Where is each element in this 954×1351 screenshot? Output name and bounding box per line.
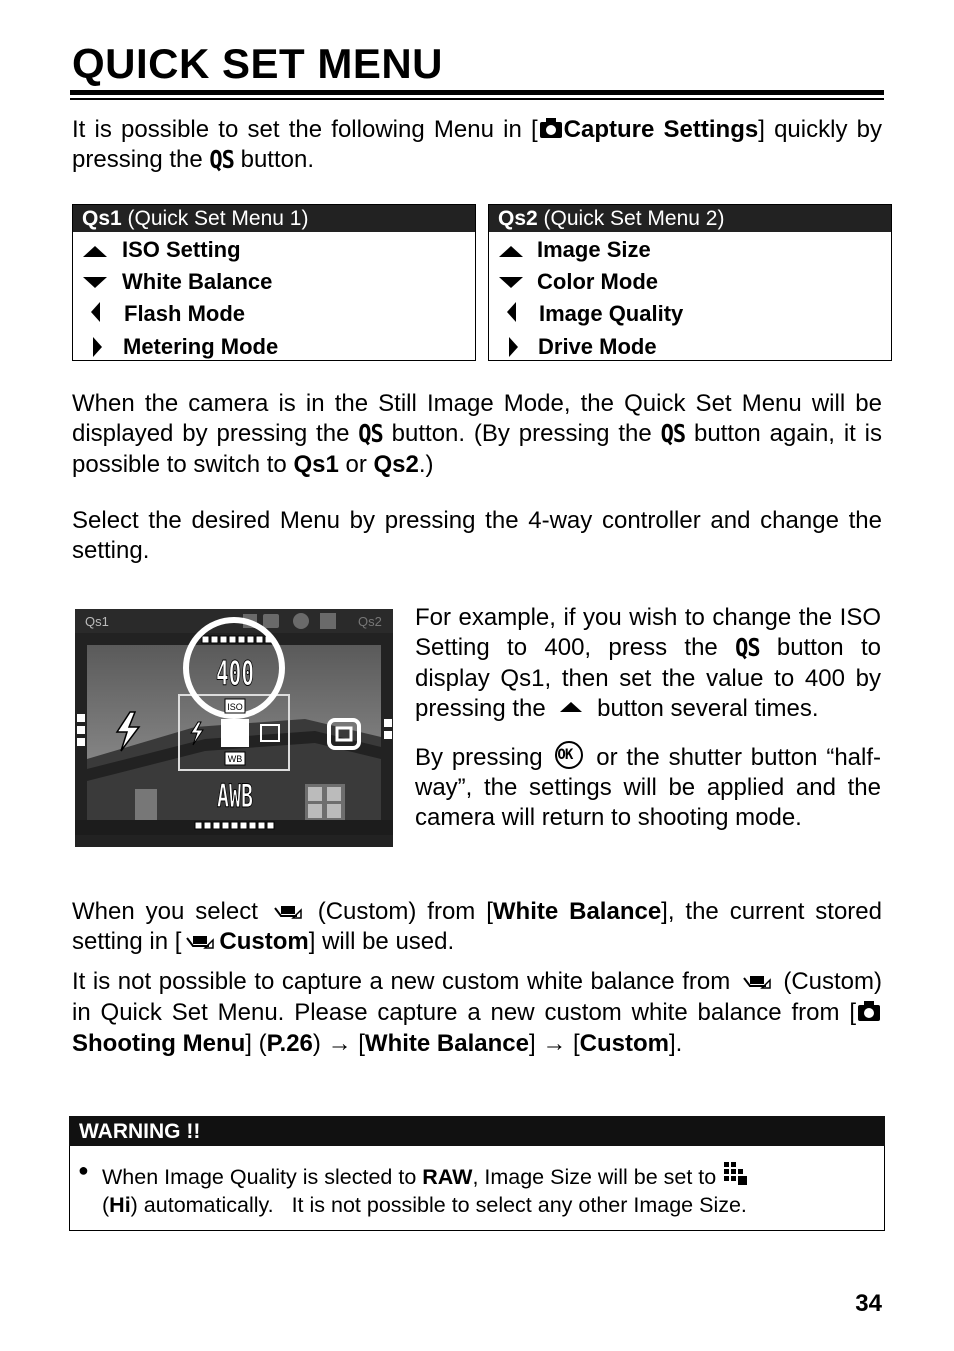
hi-image-size-icon xyxy=(722,1160,748,1186)
qs2-menu-box: Qs2 (Quick Set Menu 2) Image Size Color Mode Image Quality Drive Mode xyxy=(488,204,892,361)
custom-wb-paragraph: When you select (Custom) from [White Balance], the current stored setting in [ Custom] will be used. xyxy=(72,898,882,955)
qs1-tab: Qs1 xyxy=(85,614,109,629)
down-arrow-icon xyxy=(81,266,111,298)
qs1-header: Qs1 (Quick Set Menu 1) xyxy=(73,205,475,232)
title-rule-thick xyxy=(70,90,884,95)
up-arrow-icon xyxy=(497,234,527,266)
qs1-menu-box: Qs1 (Quick Set Menu 1) ISO Setting White Balance Flash Mode Metering Mode xyxy=(72,204,476,361)
custom-wb-icon xyxy=(742,974,772,990)
qs-button-icon: QS xyxy=(660,420,686,449)
qs-button-icon: QS xyxy=(358,420,383,449)
qs2-header: Qs2 (Quick Set Menu 2) xyxy=(489,205,891,232)
ok-button-icon: OK xyxy=(555,741,583,769)
quick-set-paragraph: When the camera is in the Still Image Mode, the Quick Set Menu will be displayed by pressing the QS button. (By pressing the QS button again, it is possible to switch to Qs1 or Qs2.) xyxy=(72,390,883,478)
wb-value: AWB xyxy=(217,777,253,815)
left-arrow-icon xyxy=(497,298,527,330)
select-menu-paragraph: Select the desired Menu by pressing the 4-way controller and change the setting. xyxy=(72,507,882,564)
apply-paragraph: By pressing OK or the shutter button “half-way”, the settings will be applied and the camera will return to shooting mode. xyxy=(415,741,881,833)
qs-button-icon: QS xyxy=(209,146,234,175)
right-arrow-icon xyxy=(497,331,527,363)
qs-button-icon: QS xyxy=(735,634,760,663)
warning-box xyxy=(69,1146,885,1231)
iso-value: 400 xyxy=(216,654,254,694)
bullet-icon: ● xyxy=(78,1160,89,1180)
qs2-tab: Qs2 xyxy=(358,614,382,629)
warning-header: WARNING !! xyxy=(69,1116,885,1146)
page-title: QUICK SET MENU xyxy=(72,40,444,87)
warning-text: When Image Quality is slected to RAW, Image Size will be set to (Hi) automatically. It is not possible to select any other Image Size. xyxy=(102,1160,872,1219)
camera-icon xyxy=(858,1005,880,1021)
left-arrow-icon xyxy=(81,298,111,330)
iso-label: ISO xyxy=(227,702,243,712)
title-rule-thin xyxy=(70,98,884,100)
right-arrow-icon xyxy=(81,331,111,363)
arrow-icon: → xyxy=(542,1030,567,1057)
custom-wb-icon xyxy=(185,934,215,950)
arrow-icon: → xyxy=(327,1030,352,1057)
intro-text-1: It is possible to set the following Menu in [ xyxy=(72,116,538,143)
custom-wb-capture-paragraph: It is not possible to capture a new custom white balance from (Custom) in Quick Set Menu. Please capture a new custom white balance from [ Shooting Menu] (P.26) → [White Balance] → [Custom]. xyxy=(72,968,883,1057)
intro-paragraph xyxy=(72,115,882,176)
camera-icon xyxy=(540,122,562,138)
capture-settings-label: Capture Settings xyxy=(563,116,759,143)
intro-text-3: button. xyxy=(233,146,314,173)
down-arrow-icon xyxy=(497,266,527,298)
camera-screen-image xyxy=(75,609,393,847)
intro-text-2: ] quickly by pressing the xyxy=(72,116,882,173)
wb-label: WB xyxy=(227,754,243,764)
example-paragraph: For example, if you wish to change the ISO Setting to 400, press the QS button to display Qs1, then set the value to 400 by pressing the button several times. xyxy=(415,604,881,722)
up-arrow-icon xyxy=(81,234,111,266)
up-button-icon xyxy=(560,702,582,712)
custom-wb-icon xyxy=(273,904,303,920)
page-number: 34 xyxy=(855,1290,882,1317)
